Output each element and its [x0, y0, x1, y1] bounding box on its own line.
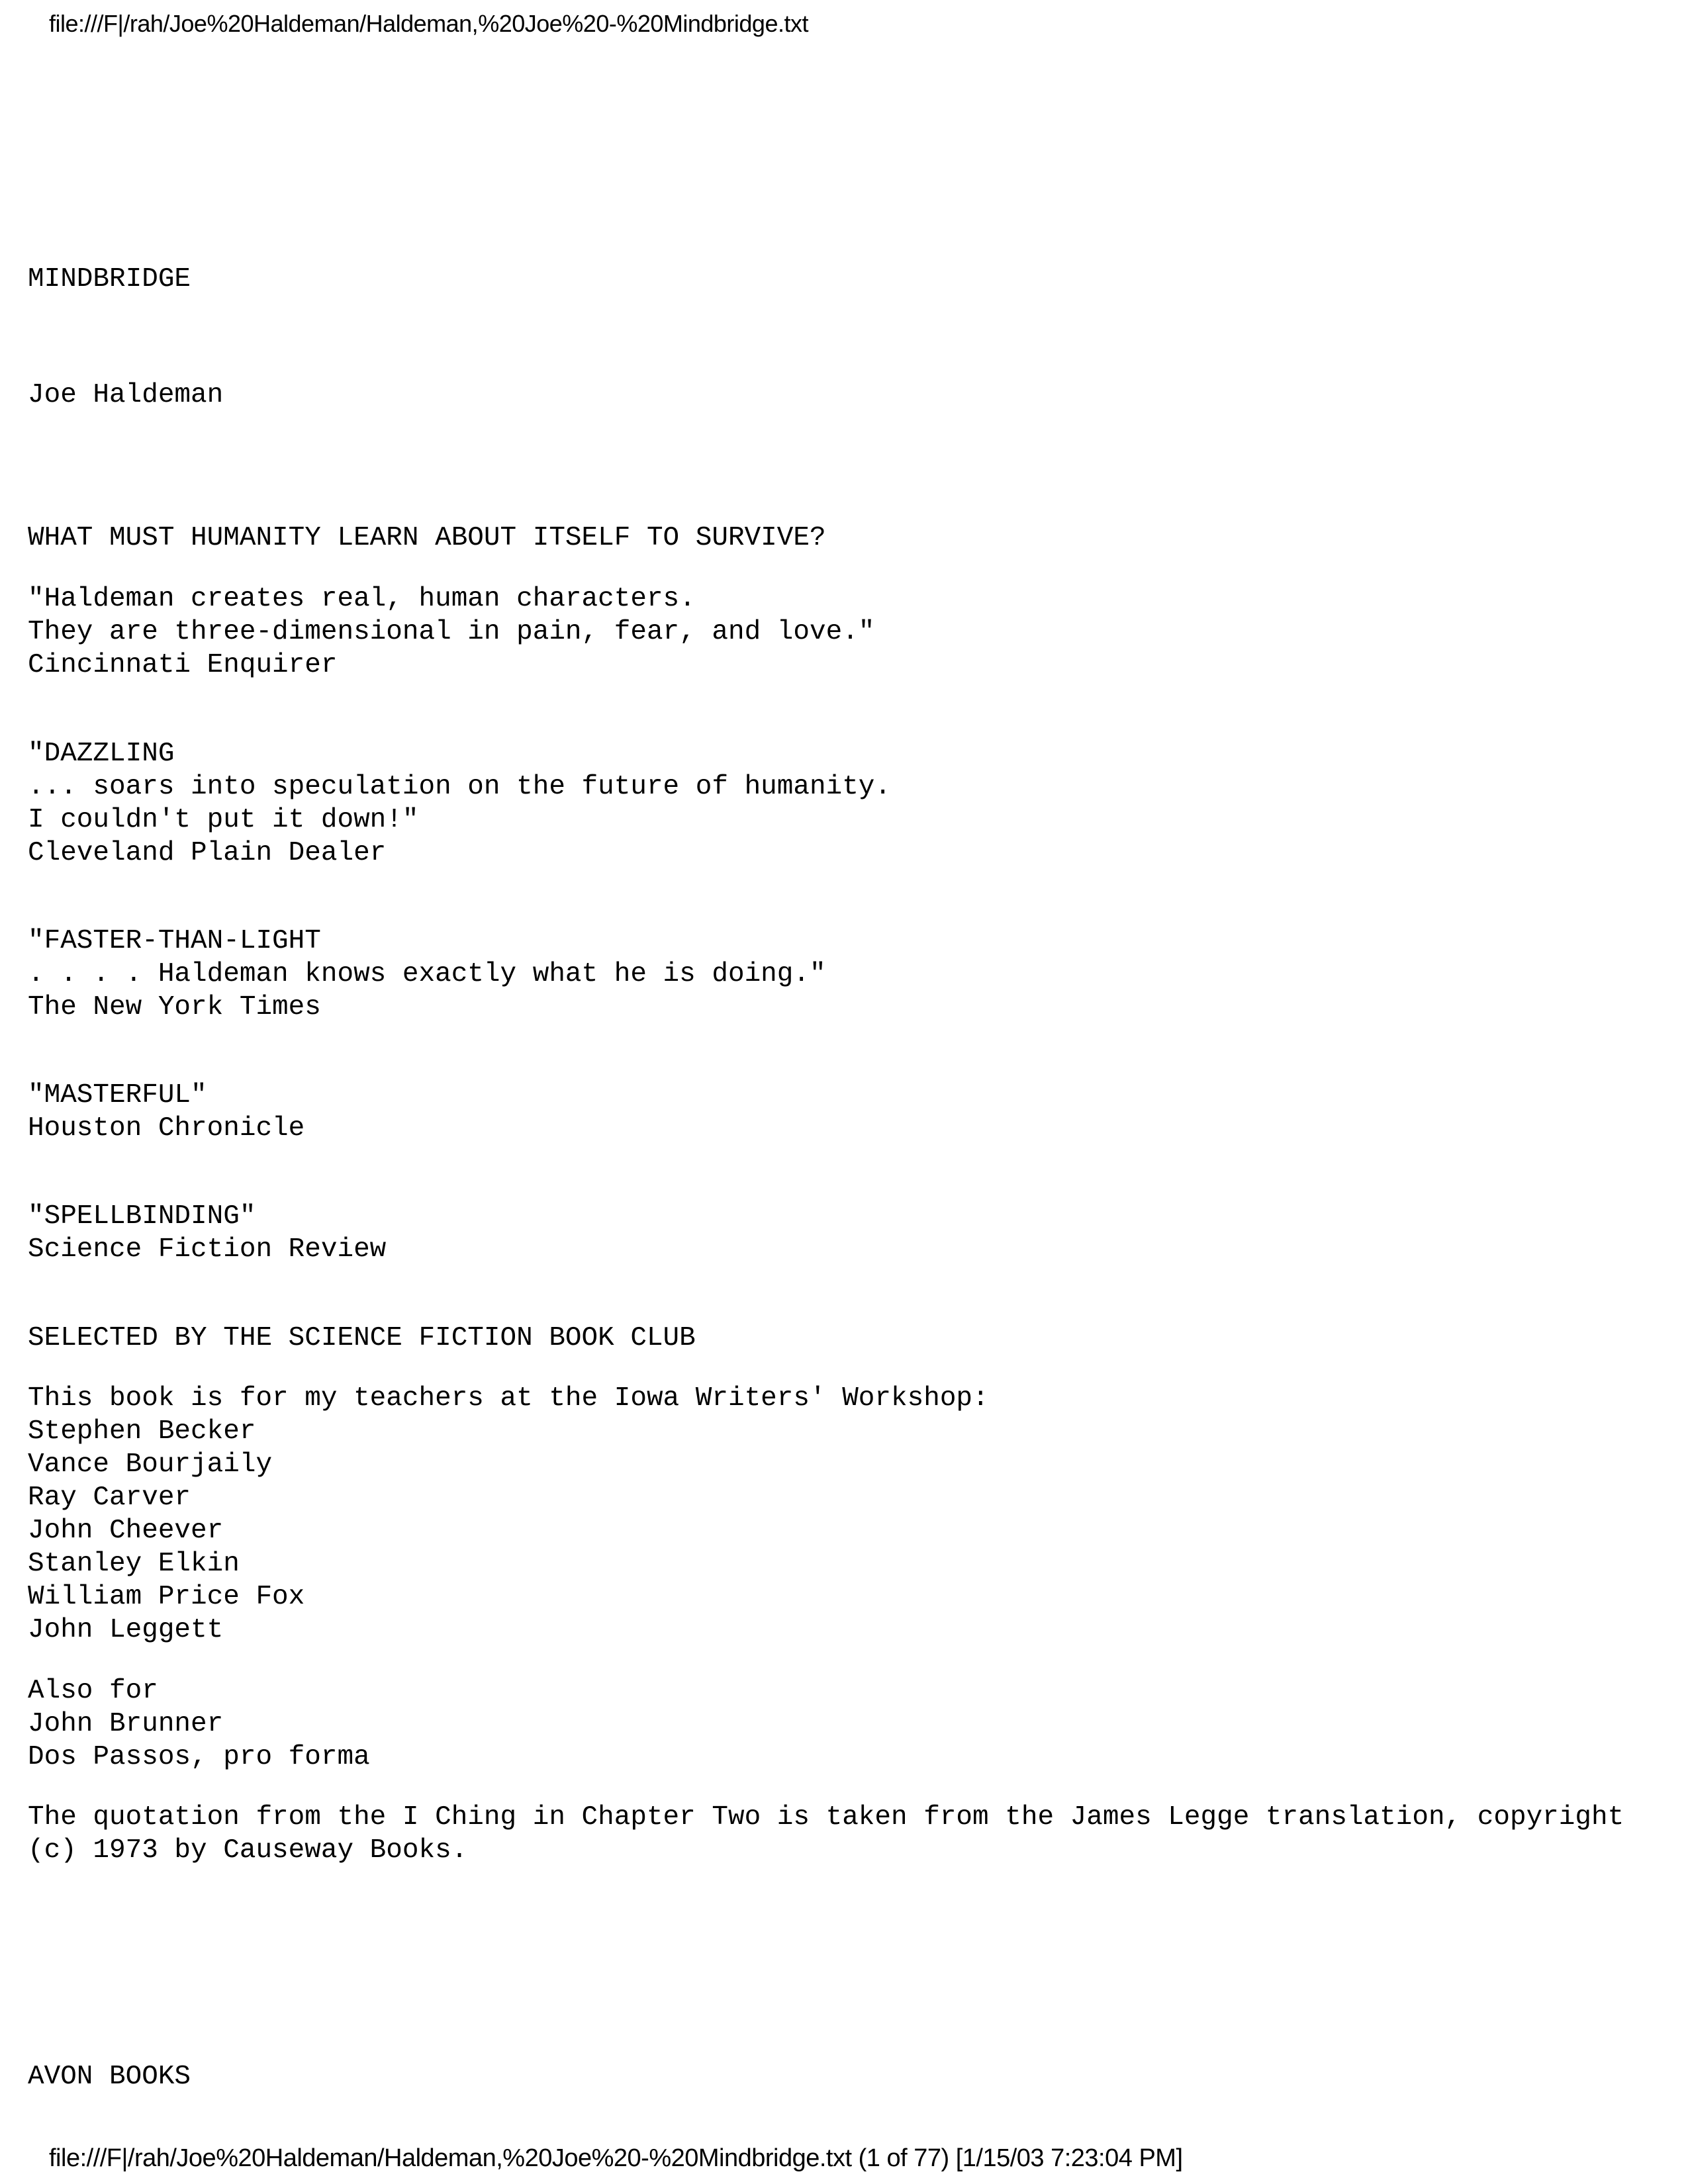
blurb-line: . . . . Haldeman knows exactly what he is doing." — [28, 959, 826, 989]
quotation-note-line: (c) 1973 by Causeway Books. — [28, 1835, 468, 1866]
footer-page-info — [49, 2143, 1183, 2173]
blurb-source: Houston Chronicle — [28, 1113, 305, 1144]
also-for-name: Dos Passos, pro forma — [28, 1742, 370, 1772]
blurb-line: "MASTERFUL" — [28, 1080, 207, 1111]
teacher-name: Ray Carver — [28, 1482, 191, 1513]
blurb-line: "DAZZLING — [28, 739, 175, 769]
also-for-name: John Brunner — [28, 1709, 224, 1739]
also-for-label: Also for — [28, 1676, 158, 1706]
footer-file-path: file:///F|/rah/Joe%20Haldeman/Haldeman,%20Joe%20-%20Mindbridge.txt — [49, 2144, 852, 2172]
header-file-path: file:///F|/rah/Joe%20Haldeman/Haldeman,%20Joe%20-%20Mindbridge.txt — [49, 10, 808, 37]
tagline: WHAT MUST HUMANITY LEARN ABOUT ITSELF TO SURVIVE? — [28, 523, 826, 553]
book-club-note: SELECTED BY THE SCIENCE FICTION BOOK CLUB — [28, 1323, 696, 1353]
publisher-name: AVON BOOKS — [28, 2062, 191, 2092]
teacher-name: John Leggett — [28, 1615, 224, 1645]
teacher-name: Vance Bourjaily — [28, 1449, 273, 1480]
blurb-line: "SPELLBINDING" — [28, 1201, 256, 1232]
blurb-line: ... soars into speculation on the future of humanity. — [28, 772, 892, 802]
blurb-line: I couldn't put it down!" — [28, 805, 419, 835]
blurb-line: "Haldeman creates real, human characters. — [28, 584, 696, 614]
blurb-line: They are three-dimensional in pain, fear, and love." — [28, 617, 875, 647]
teacher-name: Stanley Elkin — [28, 1549, 240, 1579]
teacher-name: Stephen Becker — [28, 1416, 256, 1447]
blurb-line: "FASTER-THAN-LIGHT — [28, 926, 321, 956]
quotation-note-line: The quotation from the I Ching in Chapter Two is taken from the James Legge translation, copyright — [28, 1802, 1624, 1833]
book-author: Joe Haldeman — [28, 380, 224, 410]
blurb-source: The New York Times — [28, 992, 321, 1023]
blurb-source: Cleveland Plain Dealer — [28, 838, 387, 868]
teacher-name: William Price Fox — [28, 1582, 305, 1612]
book-title: MINDBRIDGE — [28, 264, 191, 295]
footer-timestamp: [1/15/03 7:23:04 PM] — [955, 2144, 1183, 2172]
blurb-source: Science Fiction Review — [28, 1234, 387, 1265]
footer-page-count: (1 of 77) — [858, 2144, 949, 2172]
dedication-intro: This book is for my teachers at the Iowa Writers' Workshop: — [28, 1383, 989, 1414]
blurb-source: Cincinnati Enquirer — [28, 650, 338, 680]
teacher-name: John Cheever — [28, 1516, 224, 1546]
